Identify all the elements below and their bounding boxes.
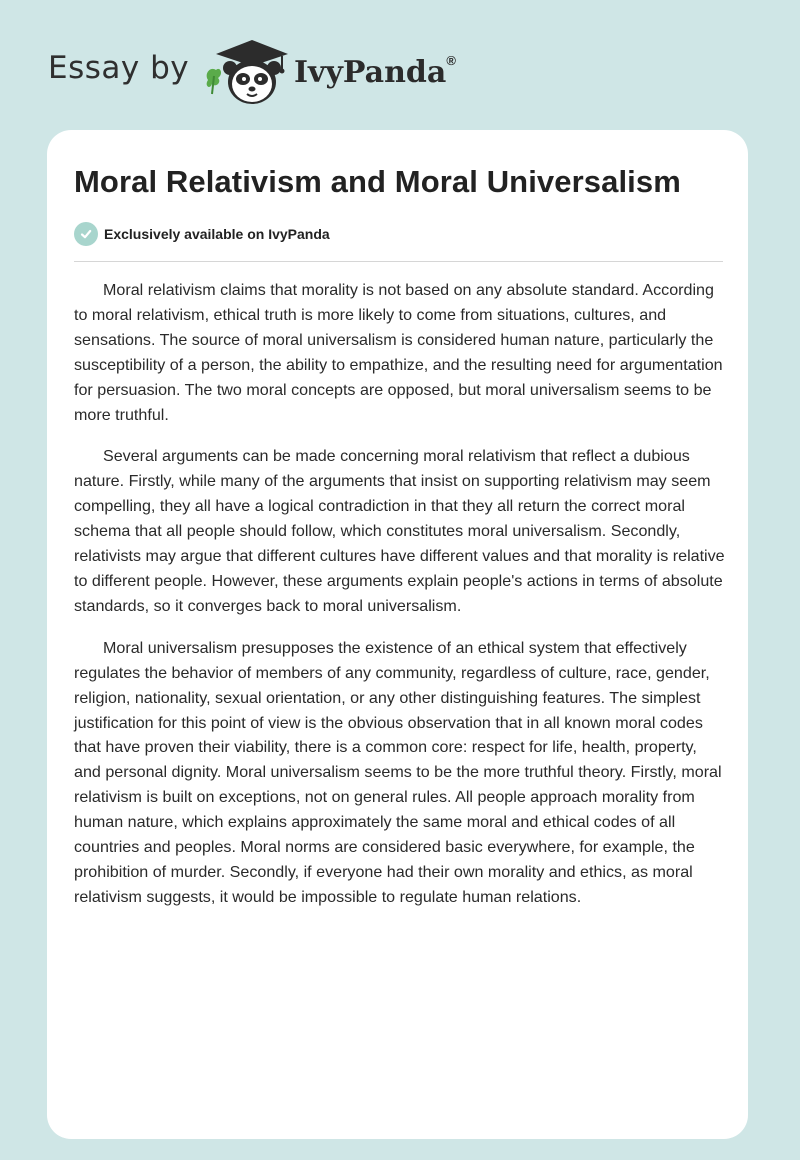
badge-label: Exclusively available on IvyPanda [104, 226, 330, 242]
brand-text: IvyPanda [294, 55, 447, 90]
page-title: Moral Relativism and Moral Universalism [74, 164, 681, 199]
brand-name[interactable] [294, 55, 456, 90]
exclusive-badge [74, 222, 330, 246]
paragraph: Moral universalism presupposes the existence of an ethical system that effectively regulates the behavior of members of any community, regardless of culture, race, gender, religion, nationality, sexual orientation, or any other distinguishing features. The simplest justification for this point of view is the obvious observation that in all known moral codes that have proven their viability, there is a common core: respect for life, health, property, and personal dignity. Moral universalism seems to be the more truthful theory. Firstly, moral relativism is built on exceptions, not on general rules. All people approach morality from human nature, which explains approximately the same moral and ethical codes of all countries and peoples. Moral norms are considered basic everywhere, for example, the prohibition of murder. Secondly, if everyone had their own morality and ethics, as moral relativism suggests, it would be impossible to regulate human relations. [74, 638, 722, 906]
check-mark-graphic [79, 227, 93, 241]
check-circle-icon [74, 222, 98, 246]
paragraph: Moral relativism claims that morality is not based on any absolute standard. According to moral relativism, ethical truth is more likely to come from situations, cultures, and sensations. The source of moral universalism is considered human nature, particularly the susceptibility of a person, the ability to empathize, and the resulting need for argumentation for persuasion. The two moral concepts are opposed, but moral universalism seems to be more truthful. [74, 281, 723, 424]
panda-logo-graphic [202, 36, 292, 108]
essay-body [74, 278, 726, 927]
essay-card [47, 130, 748, 1139]
divider [74, 261, 723, 262]
site-header [48, 36, 748, 108]
panda-graduate-icon[interactable] [202, 36, 292, 108]
essay-by-label: Essay by [48, 50, 190, 86]
registered-mark: ® [446, 53, 456, 68]
paragraph: Several arguments can be made concerning moral relativism that reflect a dubious nature. Firstly, while many of the arguments that insist on supporting relativism may seem compelling, they all have a logical contradiction in that they all return the correct moral schema that all people should follow, which constitutes moral universalism. Secondly, relativists may argue that different cultures have different values and that morality is relative to different people. However, these arguments explain people's actions in terms of absolute standards, so it converges back to moral universalism. [74, 447, 725, 615]
